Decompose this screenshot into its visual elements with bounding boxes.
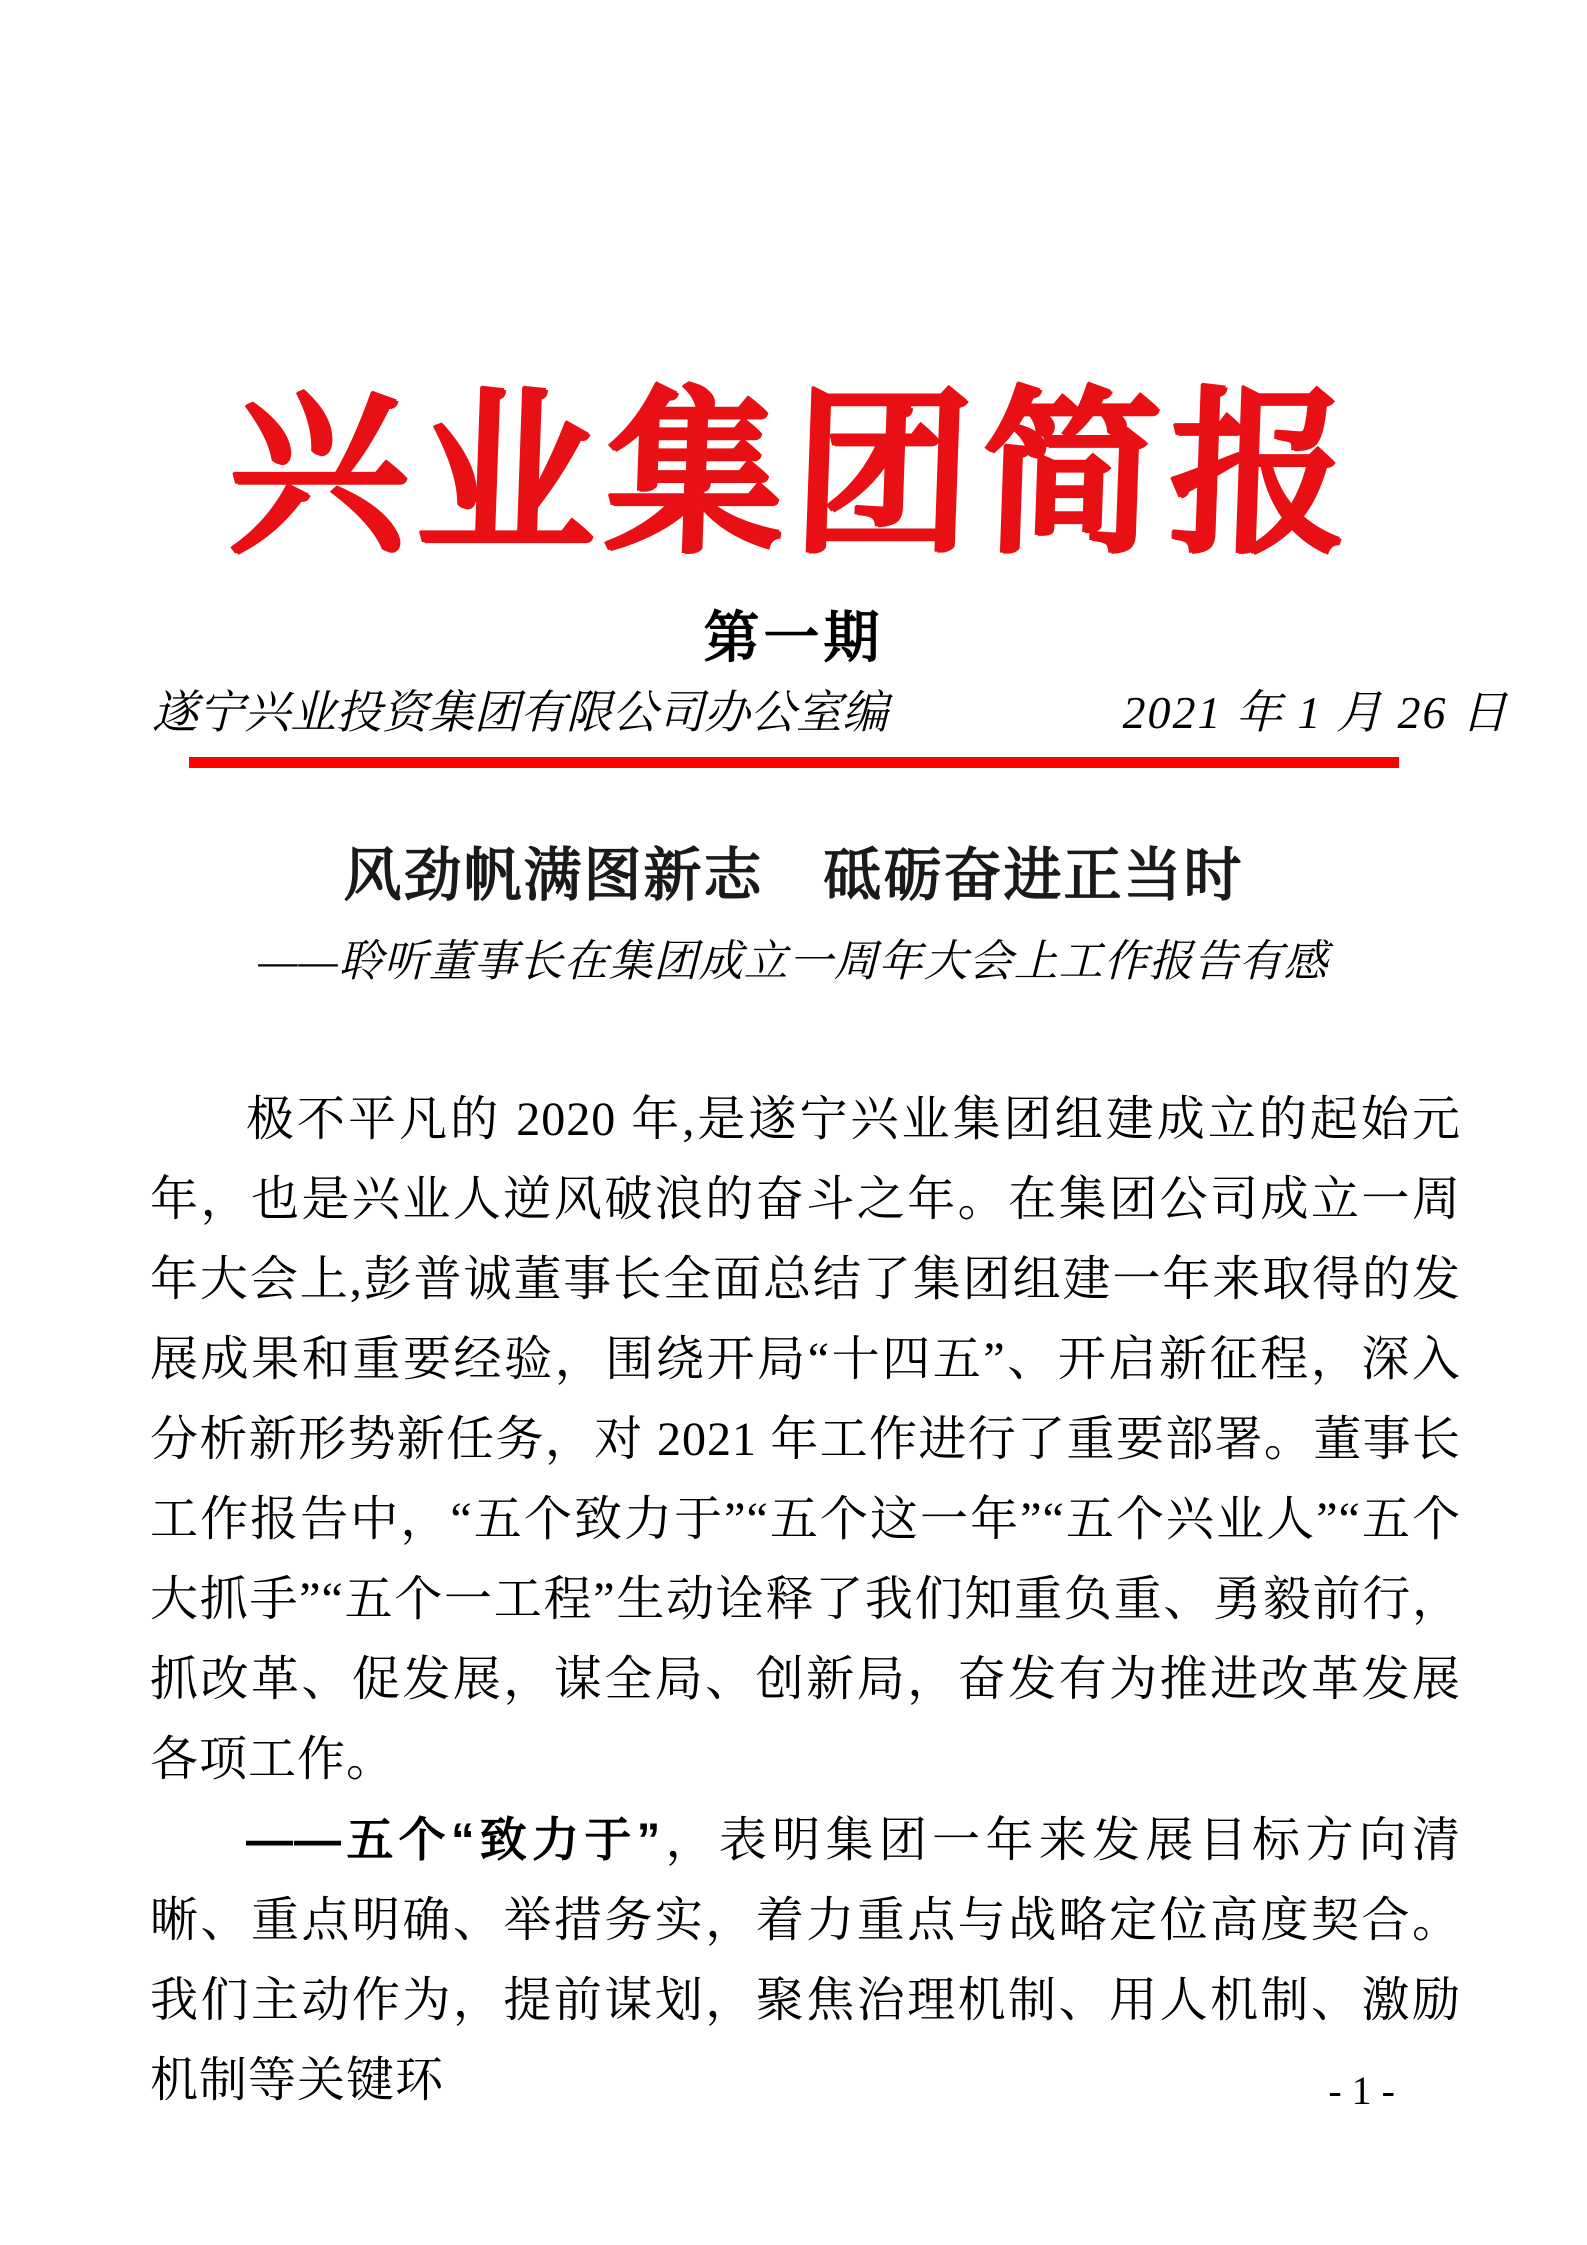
article-subtitle: ——聆听董事长在集团成立一周年大会上工作报告有感 [258, 937, 1329, 986]
page-number: - 1 - [1328, 2068, 1395, 2113]
body-text: 极不平凡的 2020 年,是遂宁兴业集团组建成立的起始元年，也是兴业人逆风破浪的奋斗之年。在集团公司成立一周年大会上,彭普诚董事长全面总结了集团组建一年来取得的发展成果和重要经验，围绕开局“十四五”、开启新征程，深入分析新形势新任务，对 2021 年工作进行了重要部署。董事长工作报告中，“五个致力于”“五个这一年”“五个兴业人”“五个大抓手”“五个一工程”生动诠释了我们知重负重、勇毅前行，抓改革、促发展，谋全局、创新局，奋发有为推进改革发展各项工作。 [150, 1093, 1461, 1786]
body-paragraph [150, 1800, 1461, 2121]
article [0, 840, 1587, 2121]
issue-date: 2021 年 1 月 26 日 [1122, 687, 1509, 738]
article-title: 风劲帆满图新志 砥砺奋进正当时 [343, 843, 1244, 908]
masthead-title: 兴业集团简报 [226, 376, 1361, 574]
masthead [0, 0, 1587, 768]
issue-number: 第一期 [703, 606, 884, 669]
body-paragraph [150, 1080, 1461, 1800]
body-text: ，表明集团一年来发展目标方向清晰、重点明确、举措务实，着力重点与战略定位高度契合。我们主动作为，提前谋划，聚焦治理机制、用人机制、激励机制等关键环 [150, 1814, 1461, 2107]
masthead-divider-rule [189, 757, 1399, 768]
body-text-bold: ——五个“致力于” [246, 1813, 662, 1866]
article-body [0, 1080, 1587, 2121]
masthead-meta-row [0, 683, 1587, 743]
editor-line: 遂宁兴业投资集团有限公司办公室编 [152, 687, 888, 738]
